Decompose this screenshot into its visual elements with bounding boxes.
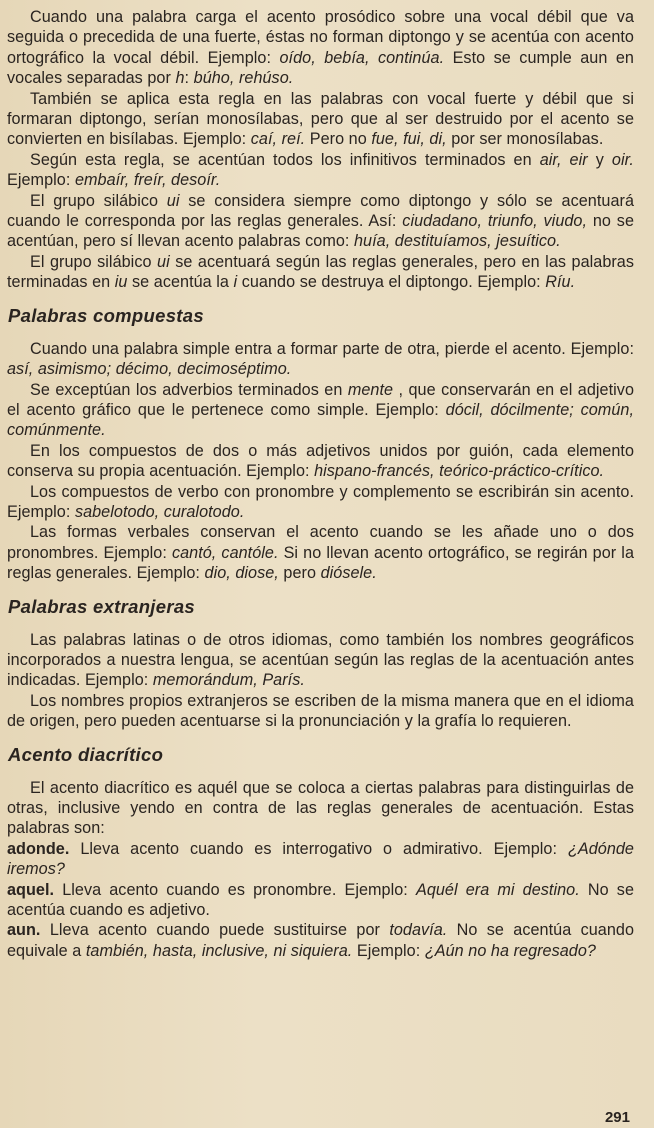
paragraphs-intro-paragraph: El grupo silábico ui se acentuará según las reglas generales, pero en las palabras terminadas en iu se acentúa la i cuando se destruya el diptongo. Ejemplo: Ríu. (7, 252, 635, 292)
paragraphs-intro-paragraph: Según esta regla, se acentúan todos los infinitivos terminados en air, eir y oir. Ejemplo: embaír, freír, desoír. (7, 150, 634, 190)
paragraphs-compuestas-paragraph: Cuando una palabra simple entra a formar parte de otra, pierde el acento. Ejemplo: así, asimismo; décimo, decimoséptimo. (7, 339, 634, 379)
paragraphs-compuestas-paragraph: Se exceptúan los adverbios terminados en mente , que conservarán en el adjetivo el acento gráfico que le pertenece como simple. Ejemplo: dócil, dócilmente; común, comúnmente. (7, 380, 634, 440)
paragraphs-intro-paragraph: Cuando una palabra carga el acento prosódico sobre una vocal débil que va seguida o precedida de una fuerte, éstas no forman diptongo y se acentúa con acento ortográfico la vocal débil. Ejemplo: oído, bebía, continúa. Esto se cumple aun en vocales separadas por h: búho, rehúso. (7, 8, 634, 88)
paragraphs-extranjeras-paragraph: Las palabras latinas o de otros idiomas, como también los nombres geográficos incorporados a nuestra lengua, se acentúan según las reglas de la acentuación antes indicadas. Ejemplo: memorándum, París. (7, 630, 634, 690)
heading-palabras-compuestas: Palabras compuestas (8, 304, 204, 326)
intro-section (7, 7, 634, 293)
paragraphs-intro-paragraph: El grupo silábico ui se considera siempre como diptongo y sólo se acentuará cuando le corresponda por las reglas generales. Así: ciudadano, triunfo, viudo, no se acentúan, pero sí llevan acento palabras como: huía, destituíamos, jesuítico. (7, 191, 635, 251)
paragraphs-compuestas-paragraph: En los compuestos de dos o más adjetivos unidos por guión, cada elemento conserva su propia acentuación. Ejemplo: hispano-francés, teórico-práctico-crítico. (7, 441, 634, 481)
definitions-paragraph: aun. Lleva acento cuando puede sustituirse por todavía. No se acentúa cuando equivale a también, hasta, inclusive, ni siquiera. Ejemplo: ¿Aún no ha regresado? (7, 921, 634, 960)
definitions-paragraph: adonde. Lleva acento cuando es interrogativo o admirativo. Ejemplo: ¿Adónde iremos? (7, 839, 634, 879)
heading-acento-diacritico: Acento diacrítico (8, 743, 164, 765)
paragraphs-intro-paragraph: También se aplica esta regla en las palabras con vocal fuerte y débil que si formaran diptongo, serían monosílabas, pero que al ser destruido por el acento se convierten en bisílabas. Ejemplo: caí, reí. Pero no fue, fui, di, por ser monosílabas. (7, 89, 634, 149)
page-number: 291 (604, 1109, 630, 1126)
diacritico-section (7, 778, 634, 839)
paragraphs-compuestas-paragraph: Los compuestos de verbo con pronombre y complemento se escribirán sin acento. Ejemplo: sabelotodo, curalotodo. (7, 482, 634, 521)
paragraphs-compuestas-paragraph: Las formas verbales conservan el acento cuando se les añade uno o dos pronombres. Ejemplo: cantó, cantóle. Si no llevan acento ortográfico, se regirán por la reglas generales. Ejemplo: dio, diose, pero diósele. (7, 523, 634, 583)
compuestas-section (7, 339, 634, 584)
paragraphs-diacritico-paragraph: El acento diacrítico es aquél que se coloca a ciertas palabras para distinguirlas de otras, inclusive yendo en contra de las reglas generales de acentuación. Estas palabras son: (7, 778, 634, 838)
extranjeras-section (7, 630, 634, 732)
paragraphs-extranjeras-paragraph: Los nombres propios extranjeros se escriben de la misma manera que en el idioma de origen, pero pueden acentuarse si la pronunciación y la grafía lo requieren. (7, 691, 634, 731)
heading-palabras-extranjeras: Palabras extranjeras (8, 595, 196, 617)
definitions-paragraph: aquel. Lleva acento cuando es pronombre. Ejemplo: Aquél era mi destino. No se acentúa cuando es adjetivo. (7, 880, 634, 920)
definition-list (7, 839, 634, 961)
